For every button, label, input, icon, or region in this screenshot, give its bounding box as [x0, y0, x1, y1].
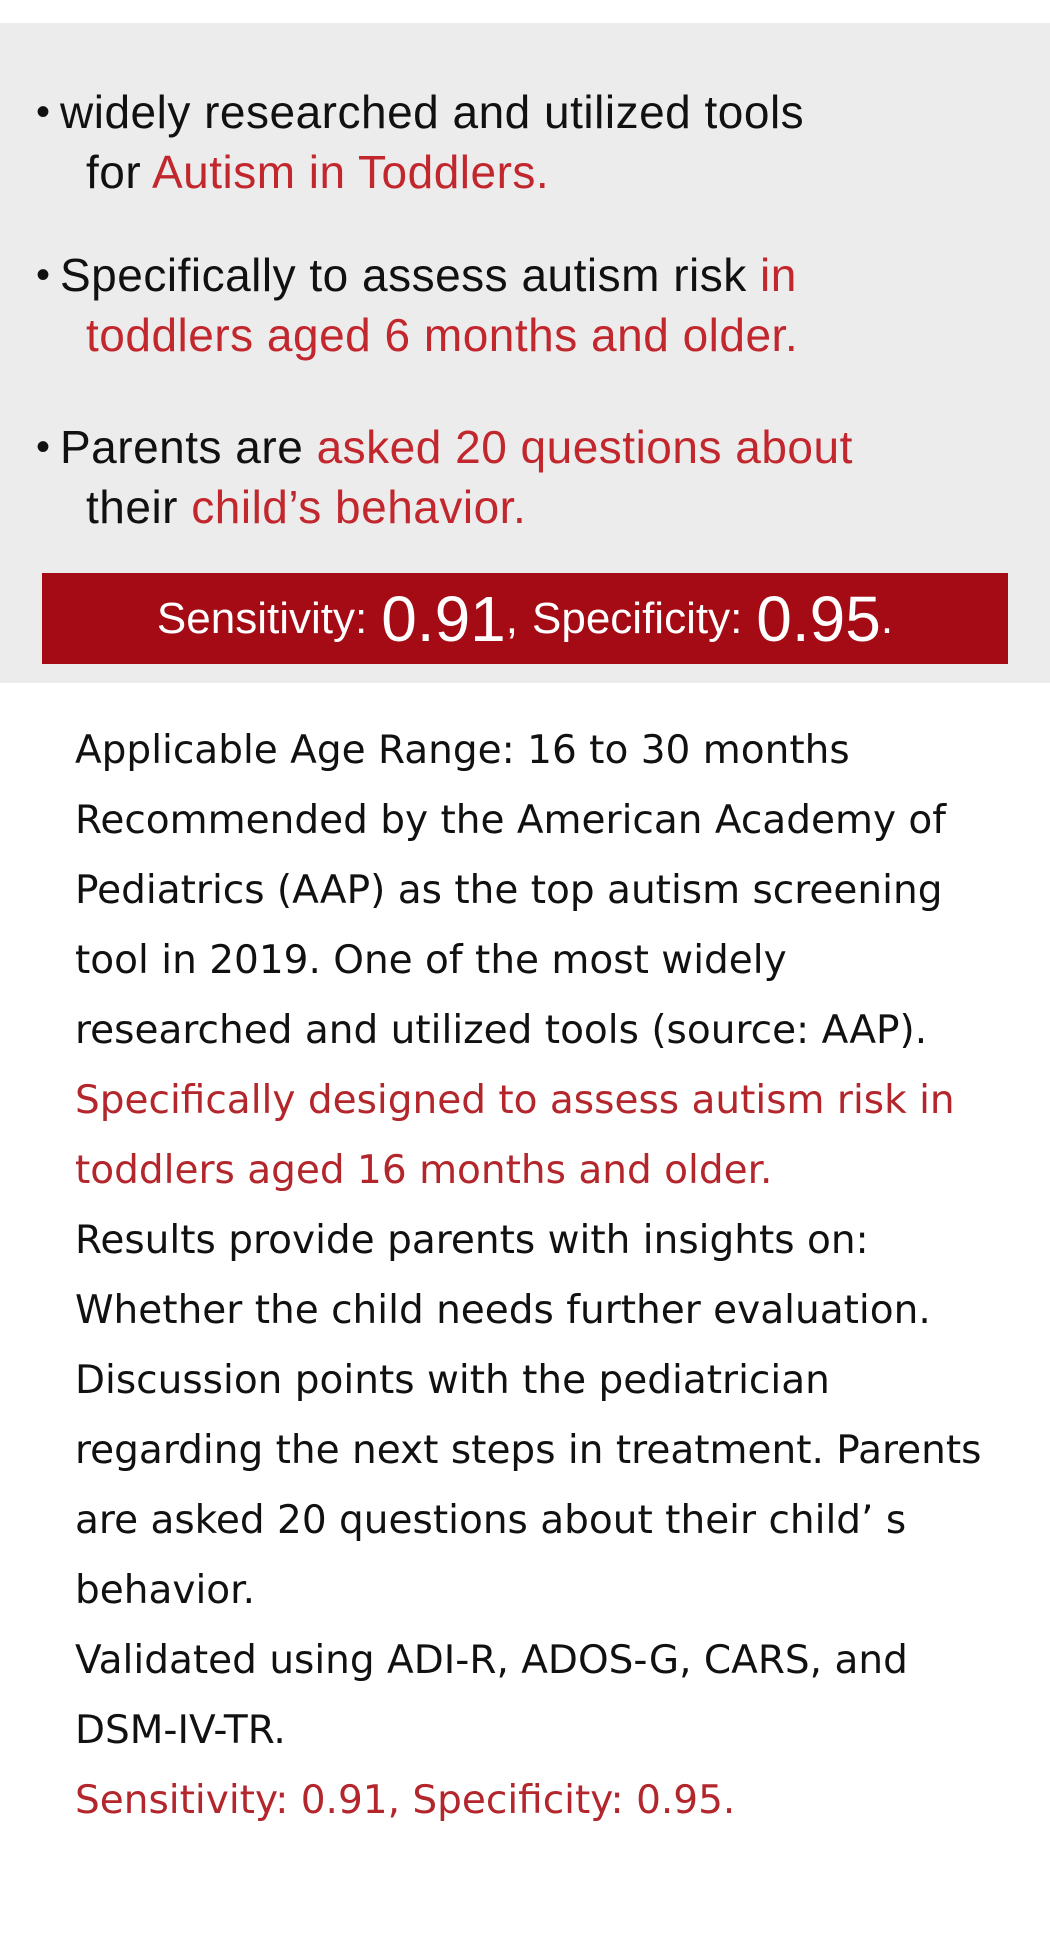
sensitivity-label: Sensitivity: [156, 593, 368, 643]
results-text: Results provide parents with insights on: Whether the child needs further evaluation. Discussion points with the pediatrician regarding the next steps in treatment. Parents are asked 20 questions about their child’ s behavior. [75, 1218, 982, 1613]
stats-banner [42, 573, 1008, 664]
bullet-text: widely researched and utilized tools [60, 86, 805, 138]
recommendation-paragraph [75, 786, 1005, 1206]
bullet-highlight: toddlers aged 6 months and older. [86, 309, 799, 361]
stats-text: Sensitivity: 0.91, Specificity: 0.95. [75, 1778, 736, 1823]
bullet-text: for [86, 146, 152, 198]
stats-end: . [880, 593, 894, 643]
bullet-dot: • [36, 253, 51, 297]
design-highlight: Specifically designed to assess autism risk in toddlers aged 16 months and older. [75, 1078, 955, 1193]
recommendation-text: Recommended by the American Academy of Pediatrics (AAP) as the top autism screening tool in 2019. One of the most widely researched and utilized tools (source: AAP). [75, 798, 947, 1053]
top-strip [0, 0, 1050, 23]
bullet-text: Parents are [60, 421, 317, 473]
specificity-label: Specificity: [532, 593, 743, 643]
bullet-text: their [86, 481, 192, 533]
validation-text: Validated using ADI-R, ADOS-G, CARS, and DSM-IV-TR. [75, 1638, 908, 1753]
sensitivity-value: 0.91 [381, 582, 506, 655]
summary-bullet-tools [36, 82, 1016, 202]
summary-bullet-questions [36, 417, 1016, 537]
bullet-highlight: in [760, 249, 797, 301]
bullet-dot: • [36, 90, 51, 134]
bullet-text: Specifically to assess autism risk [60, 249, 761, 301]
bullet-highlight: asked 20 questions about [316, 421, 853, 473]
specificity-value: 0.95 [756, 582, 881, 655]
stats-separator: , [505, 593, 518, 643]
age-range-text: Applicable Age Range: 16 to 30 months [75, 728, 850, 773]
detail-description [75, 716, 1005, 1836]
summary-panel [0, 23, 1050, 683]
summary-bullet-age [36, 245, 1016, 365]
bullet-highlight: child’s behavior. [191, 481, 527, 533]
bullet-highlight: Autism in Toddlers. [151, 146, 550, 198]
bullet-dot: • [36, 425, 51, 469]
